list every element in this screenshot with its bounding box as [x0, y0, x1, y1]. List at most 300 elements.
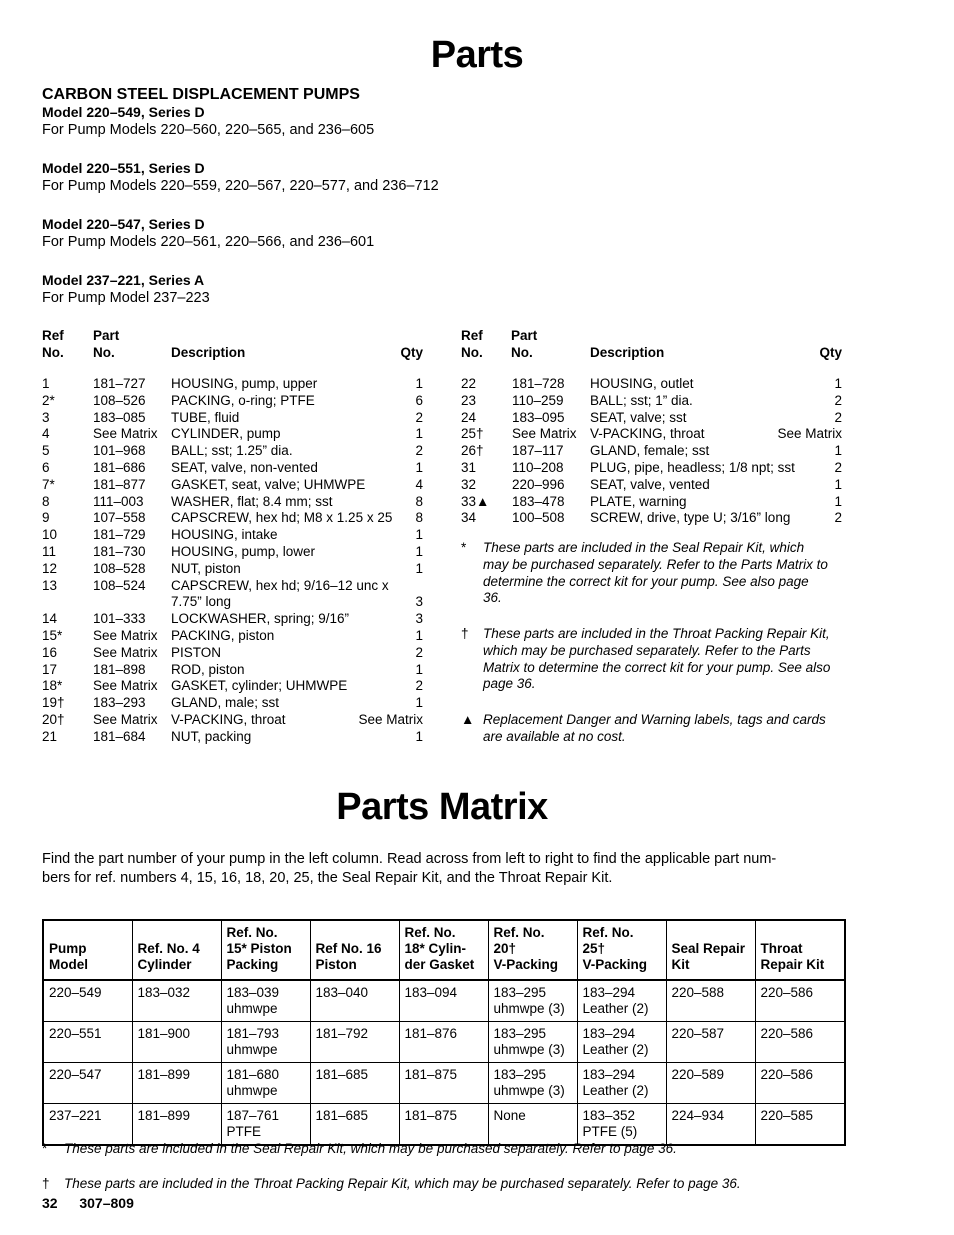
- part-number: See Matrix: [512, 426, 577, 442]
- cell-line: Leather (2): [582, 1083, 649, 1098]
- part-number: 107–558: [93, 510, 146, 526]
- quantity: 2: [415, 409, 423, 425]
- part-description: BALL; sst; 1” dia.: [590, 392, 693, 408]
- parts-row: [42, 527, 423, 544]
- model-description: For Pump Models 220–561, 220–566, and 236–601: [42, 234, 375, 250]
- matrix-cell: [310, 980, 399, 1022]
- header-line: Packing: [226, 957, 279, 972]
- quantity: 1: [415, 426, 423, 442]
- ref-number: 26†: [461, 443, 484, 459]
- parts-row: [42, 443, 423, 460]
- matrix-column-header: [577, 920, 666, 980]
- cell-line: 187–761: [226, 1108, 280, 1123]
- header-line: Ref No. 16: [315, 941, 382, 956]
- parts-header-right: [461, 327, 842, 363]
- ref-number: 8: [42, 493, 50, 509]
- section-title: CARBON STEEL DISPLACEMENT PUMPS: [42, 86, 360, 103]
- quantity: 1: [415, 627, 423, 643]
- parts-list-left: [42, 376, 423, 746]
- ref-number: 6: [42, 459, 50, 475]
- cell-line: uhmwpe: [226, 1001, 278, 1016]
- parts-row: [461, 426, 842, 443]
- header-line: 25†: [582, 941, 606, 956]
- ref-number: 9: [42, 510, 50, 526]
- matrix-cell: [577, 980, 666, 1022]
- parts-row: [42, 729, 423, 746]
- header-part-line1: Part: [511, 328, 538, 343]
- part-number: 108–528: [93, 560, 146, 576]
- matrix-cell: [666, 980, 755, 1022]
- part-description: PISTON: [171, 644, 222, 660]
- cell-line: uhmwpe (3): [493, 1083, 565, 1098]
- part-number: 183–085: [93, 409, 146, 425]
- part-number: 181–898: [93, 661, 146, 677]
- part-number: 181–729: [93, 527, 146, 543]
- matrix-cell: [399, 1104, 488, 1146]
- part-description: SCREW, drive, type U; 3/16” long: [590, 510, 791, 526]
- cell-line: 181–900: [137, 1026, 191, 1041]
- model-description: For Pump Models 220–560, 220–565, and 236–605: [42, 122, 375, 138]
- ref-number: 31: [461, 459, 477, 475]
- cell-line: 181–875: [404, 1067, 458, 1082]
- quantity: 1: [834, 493, 842, 509]
- quantity: See Matrix: [777, 426, 842, 442]
- header-line: 15* Piston: [226, 941, 292, 956]
- part-description: SEAT, valve; sst: [590, 409, 687, 425]
- footnote-line: may be purchased separately. Refer to the Parts Matrix to: [483, 556, 828, 572]
- footnote-text: These parts are included in the Throat Packing Repair Kit, which may be purchased separately. Refer to page 36.: [64, 1176, 741, 1191]
- cell-line: 183–295: [493, 985, 547, 1000]
- cell-line: 181–685: [315, 1067, 369, 1082]
- cell-line: 183–294: [582, 1067, 636, 1082]
- part-description: V-PACKING, throat: [171, 711, 286, 727]
- document-number: 307–809: [79, 1195, 134, 1211]
- part-description: GLAND, male; sst: [171, 695, 280, 711]
- ref-number: 5: [42, 443, 50, 459]
- matrix-column-header: [43, 920, 132, 980]
- quantity: 2: [834, 409, 842, 425]
- part-description: LOCKWASHER, spring; 9/16”: [171, 611, 350, 627]
- matrix-column-header: [666, 920, 755, 980]
- footnote-text: [483, 626, 830, 693]
- part-number: 220–996: [512, 476, 565, 492]
- parts-row: [42, 628, 423, 645]
- part-number: 181–730: [93, 543, 146, 559]
- ref-number: 12: [42, 560, 58, 576]
- ref-number: 11: [42, 543, 57, 559]
- cell-line: 183–094: [404, 985, 458, 1000]
- part-number: See Matrix: [93, 644, 158, 660]
- part-description: PACKING, piston: [171, 627, 275, 643]
- part-number: 181–727: [93, 376, 146, 391]
- quantity: 4: [415, 476, 423, 492]
- matrix-cell: [132, 1104, 221, 1146]
- header-line: Ref. No.: [582, 925, 634, 940]
- footnote-text: These parts are included in the Seal Repair Kit, which may be purchased separately. Refer to page 36.: [64, 1141, 677, 1156]
- page-title: Parts: [430, 34, 524, 76]
- matrix-row: [43, 1022, 845, 1063]
- matrix-cell: [755, 1022, 845, 1063]
- footnote-symbol: †: [42, 1176, 50, 1191]
- part-description: CAPSCREW, hex hd; 9/16–12 unc x 7.75” long: [171, 577, 389, 610]
- matrix-cell: [132, 1063, 221, 1104]
- model-block: [42, 160, 439, 216]
- footnote-line: 36.: [483, 590, 502, 606]
- part-number: See Matrix: [93, 711, 158, 727]
- part-description: CAPSCREW, hex hd; M8 x 1.25 x 25: [171, 510, 393, 526]
- part-description: ROD, piston: [171, 661, 245, 677]
- footnote-line: These parts are included in the Throat Packing Repair Kit,: [483, 626, 830, 641]
- part-description: PLUG, pipe, headless; 1/8 npt; sst: [590, 459, 795, 475]
- cell-line: 183–295: [493, 1067, 547, 1082]
- part-number: 100–508: [512, 510, 565, 526]
- ref-number: 13: [42, 577, 58, 593]
- part-description: TUBE, fluid: [171, 409, 240, 425]
- parts-matrix-table: [42, 919, 846, 1146]
- cell-line: 183–295: [493, 1026, 547, 1041]
- ref-number: 14: [42, 611, 58, 627]
- cell-line: PTFE: [226, 1124, 262, 1139]
- part-number: 110–208: [512, 459, 564, 475]
- part-description: GLAND, female; sst: [590, 443, 710, 459]
- parts-row: [42, 645, 423, 662]
- part-number: 181–686: [93, 459, 146, 475]
- cell-line: 183–294: [582, 985, 636, 1000]
- header-line: Ref. No.: [404, 925, 456, 940]
- footnote-line: are available at no cost.: [483, 728, 626, 744]
- parts-row: [42, 494, 423, 511]
- ref-number: 20†: [42, 711, 65, 727]
- part-description: BALL; sst; 1.25” dia.: [171, 443, 293, 459]
- matrix-cell: [132, 1022, 221, 1063]
- quantity: 1: [415, 527, 423, 543]
- header-description: Description: [590, 345, 665, 360]
- quantity: 8: [415, 493, 423, 509]
- ref-number: 17: [42, 661, 58, 677]
- matrix-row: [43, 1063, 845, 1104]
- cell-line: 220–588: [671, 985, 725, 1000]
- cell-line: None: [493, 1108, 526, 1123]
- part-number: 183–095: [512, 409, 565, 425]
- matrix-cell: [666, 1022, 755, 1063]
- ref-number: 21: [42, 728, 58, 744]
- matrix-column-header: [221, 920, 310, 980]
- header-part-line1: Part: [93, 328, 120, 343]
- part-number: 181–877: [93, 476, 146, 492]
- part-number: 181–728: [512, 376, 565, 391]
- ref-number: 3: [42, 409, 50, 425]
- part-number: 110–259: [512, 392, 564, 408]
- header-ref-line2: No.: [461, 345, 483, 360]
- part-number: See Matrix: [93, 627, 158, 643]
- part-description: HOUSING, outlet: [590, 376, 694, 391]
- cell-line: 220–585: [760, 1108, 814, 1123]
- matrix-cell: [666, 1104, 755, 1146]
- matrix-column-header: [132, 920, 221, 980]
- cell-line: 181–793: [226, 1026, 280, 1041]
- model-description: For Pump Model 237–223: [42, 290, 210, 306]
- header-ref-line1: Ref: [42, 328, 64, 343]
- cell-line: 220–547: [49, 1067, 102, 1082]
- parts-row: [42, 611, 423, 628]
- cell-line: 181–680: [226, 1067, 280, 1082]
- ref-number: 25†: [461, 426, 484, 442]
- matrix-cell: [399, 980, 488, 1022]
- matrix-cell: [132, 980, 221, 1022]
- part-description: V-PACKING, throat: [590, 426, 705, 442]
- cell-line: 183–294: [582, 1026, 636, 1041]
- matrix-column-header: [399, 920, 488, 980]
- page-number: 32: [42, 1195, 58, 1211]
- matrix-cell: [577, 1063, 666, 1104]
- quantity: 3: [415, 594, 423, 610]
- quantity: 2: [834, 459, 842, 475]
- footer: [42, 1195, 134, 1211]
- parts-row: [461, 443, 842, 460]
- ref-number: 16: [42, 644, 58, 660]
- quantity: 3: [415, 611, 423, 627]
- parts-row: [42, 712, 423, 729]
- matrix-cell: [488, 1022, 577, 1063]
- parts-row: [461, 410, 842, 427]
- header-line: Ref. No. 4: [137, 941, 200, 956]
- part-description: HOUSING, intake: [171, 527, 278, 543]
- cell-line: 181–875: [404, 1108, 458, 1123]
- model-heading: Model 220–551, Series D: [42, 160, 205, 176]
- part-description: WASHER, flat; 8.4 mm; sst: [171, 493, 333, 509]
- model-heading: Model 237–221, Series A: [42, 272, 205, 288]
- ref-number: 24: [461, 409, 477, 425]
- matrix-cell: [488, 1104, 577, 1146]
- footnote-text: [483, 712, 826, 746]
- part-description: NUT, piston: [171, 560, 241, 576]
- part-description: HOUSING, pump, upper: [171, 376, 318, 391]
- part-number: 181–684: [93, 728, 146, 744]
- part-description: CYLINDER, pump: [171, 426, 281, 442]
- cell-line: 237–221: [49, 1108, 102, 1123]
- footnote-throat-kit: [461, 626, 846, 696]
- part-description: PACKING, o-ring; PTFE: [171, 392, 315, 408]
- part-number: 183–478: [512, 493, 565, 509]
- matrix-cell: [43, 1022, 132, 1063]
- cell-line: 183–032: [137, 985, 191, 1000]
- matrix-cell: [221, 1104, 310, 1146]
- matrix-cell: [666, 1063, 755, 1104]
- ref-number: 15*: [42, 627, 63, 643]
- quantity: 1: [834, 443, 842, 459]
- quantity: 2: [834, 392, 842, 408]
- cell-line: uhmwpe: [226, 1042, 278, 1057]
- parts-row: [42, 477, 423, 494]
- quantity: 1: [415, 376, 423, 391]
- matrix-cell: [488, 980, 577, 1022]
- cell-line: 220–551: [49, 1026, 102, 1041]
- part-description: HOUSING, pump, lower: [171, 543, 316, 559]
- footnote-text: [483, 540, 828, 607]
- quantity: 6: [415, 392, 423, 408]
- quantity: 1: [415, 459, 423, 475]
- quantity: See Matrix: [358, 711, 423, 727]
- cell-line: Leather (2): [582, 1001, 649, 1016]
- parts-row: [461, 494, 842, 511]
- part-number: 187–117: [512, 443, 564, 459]
- matrix-cell: [310, 1022, 399, 1063]
- part-number: 108–526: [93, 392, 146, 408]
- footnote-line: Replacement Danger and Warning labels, tags and cards: [483, 712, 826, 727]
- part-number: 108–524: [93, 577, 146, 593]
- cell-line: uhmwpe: [226, 1083, 278, 1098]
- matrix-cell: [577, 1022, 666, 1063]
- cell-line: PTFE (5): [582, 1124, 638, 1139]
- header-line: V-Packing: [582, 957, 648, 972]
- footnote-symbol: *: [461, 540, 467, 555]
- matrix-cell: [221, 1063, 310, 1104]
- model-list: [42, 104, 439, 328]
- model-heading: Model 220–547, Series D: [42, 216, 205, 232]
- quantity: 1: [834, 376, 842, 391]
- footnote-line: determine the correct kit for your pump. See also page: [483, 573, 809, 589]
- matrix-row: [43, 980, 845, 1022]
- cell-line: 220–549: [49, 985, 102, 1000]
- ref-number: 4: [42, 426, 50, 442]
- quantity: 1: [415, 560, 423, 576]
- cell-line: 220–587: [671, 1026, 725, 1041]
- footnote-symbol: †: [461, 626, 469, 641]
- header-line: 20†: [493, 941, 517, 956]
- ref-number: 19†: [42, 695, 65, 711]
- header-line: Kit: [671, 957, 690, 972]
- cell-line: 183–039: [226, 985, 280, 1000]
- quantity: 1: [834, 476, 842, 492]
- quantity: 2: [415, 644, 423, 660]
- matrix-header-row: [43, 920, 845, 980]
- parts-row: [461, 477, 842, 494]
- header-ref-line2: No.: [42, 345, 64, 360]
- parts-row: [42, 561, 423, 578]
- matrix-cell: [755, 1063, 845, 1104]
- quantity: 1: [415, 728, 423, 744]
- footnote-line: which may be purchased separately. Refer to the Parts: [483, 642, 811, 658]
- part-number: 101–968: [93, 443, 146, 459]
- matrix-cell: [43, 980, 132, 1022]
- matrix-cell: [755, 980, 845, 1022]
- cell-line: 181–899: [137, 1108, 191, 1123]
- cell-line: 220–586: [760, 1067, 814, 1082]
- matrix-column-header: [310, 920, 399, 980]
- footnote-warning-labels: [461, 712, 846, 748]
- part-description: PLATE, warning: [590, 493, 687, 509]
- header-line: 18* Cylin-: [404, 941, 467, 956]
- ref-number: 1: [42, 376, 50, 391]
- header-qty: Qty: [400, 345, 423, 360]
- matrix-cell: [221, 1022, 310, 1063]
- header-ref-line1: Ref: [461, 328, 483, 343]
- header-line: Model: [49, 957, 88, 972]
- quantity: 2: [834, 510, 842, 526]
- parts-row: [42, 376, 423, 393]
- matrix-cell: [488, 1063, 577, 1104]
- model-heading: Model 220–549, Series D: [42, 104, 205, 120]
- part-description: SEAT, valve, non-vented: [171, 459, 318, 475]
- parts-list-right: [461, 376, 842, 527]
- matrix-cell: [221, 980, 310, 1022]
- cell-line: 181–792: [315, 1026, 369, 1041]
- parts-row: [461, 460, 842, 477]
- matrix-cell: [310, 1063, 399, 1104]
- footnote-seal-kit: [461, 540, 846, 610]
- matrix-cell: [43, 1063, 132, 1104]
- header-line: V-Packing: [493, 957, 559, 972]
- cell-line: 181–876: [404, 1026, 458, 1041]
- part-number: 183–293: [93, 695, 146, 711]
- header-line: Repair Kit: [760, 957, 825, 972]
- cell-line: 181–899: [137, 1067, 191, 1082]
- header-line: Ref. No.: [226, 925, 278, 940]
- parts-row: [42, 662, 423, 679]
- ref-number: 7*: [42, 476, 55, 492]
- header-description: Description: [171, 345, 246, 360]
- header-line: Piston: [315, 957, 357, 972]
- parts-row: [42, 544, 423, 561]
- cell-line: 181–685: [315, 1108, 369, 1123]
- parts-row: [42, 460, 423, 477]
- matrix-intro: [42, 850, 852, 888]
- matrix-column-header: [755, 920, 845, 980]
- quantity: 2: [415, 678, 423, 694]
- part-description: SEAT, valve, vented: [590, 476, 710, 492]
- part-number: See Matrix: [93, 678, 158, 694]
- matrix-title: Parts Matrix: [336, 786, 548, 828]
- parts-row: [42, 678, 423, 695]
- warning-triangle-icon: ▲: [461, 712, 475, 727]
- quantity: 1: [415, 543, 423, 559]
- model-block: [42, 272, 439, 328]
- parts-row: [42, 510, 423, 527]
- parts-row: [42, 695, 423, 712]
- matrix-row: [43, 1104, 845, 1146]
- parts-row: [461, 510, 842, 527]
- header-part-line2: No.: [93, 345, 115, 360]
- matrix-cell: [399, 1022, 488, 1063]
- parts-row: [42, 578, 423, 612]
- footnote-symbol: *: [42, 1141, 48, 1156]
- cell-line: 183–352: [582, 1108, 636, 1123]
- model-block: [42, 216, 439, 272]
- quantity: 1: [415, 695, 423, 711]
- cell-line: uhmwpe (3): [493, 1001, 565, 1016]
- ref-number: 23: [461, 392, 477, 408]
- part-number: 111–003: [93, 493, 144, 509]
- ref-number: 2*: [42, 392, 55, 408]
- parts-row: [461, 376, 842, 393]
- intro-line: Find the part number of your pump in the left column. Read across from left to right to find the applicable part num-: [42, 851, 777, 867]
- footnote-line: page 36.: [483, 676, 536, 692]
- cell-line: Leather (2): [582, 1042, 649, 1057]
- header-part-line2: No.: [511, 345, 533, 360]
- parts-row: [461, 393, 842, 410]
- ref-number: 32: [461, 476, 477, 492]
- part-description: GASKET, seat, valve; UHMWPE: [171, 476, 366, 492]
- quantity: 8: [415, 510, 423, 526]
- header-line: Throat: [760, 941, 803, 956]
- cell-line: 220–586: [760, 985, 814, 1000]
- matrix-cell: [577, 1104, 666, 1146]
- parts-row: [42, 426, 423, 443]
- matrix-cell: [43, 1104, 132, 1146]
- parts-row: [42, 393, 423, 410]
- header-line: Cylinder: [137, 957, 192, 972]
- model-block: [42, 104, 439, 160]
